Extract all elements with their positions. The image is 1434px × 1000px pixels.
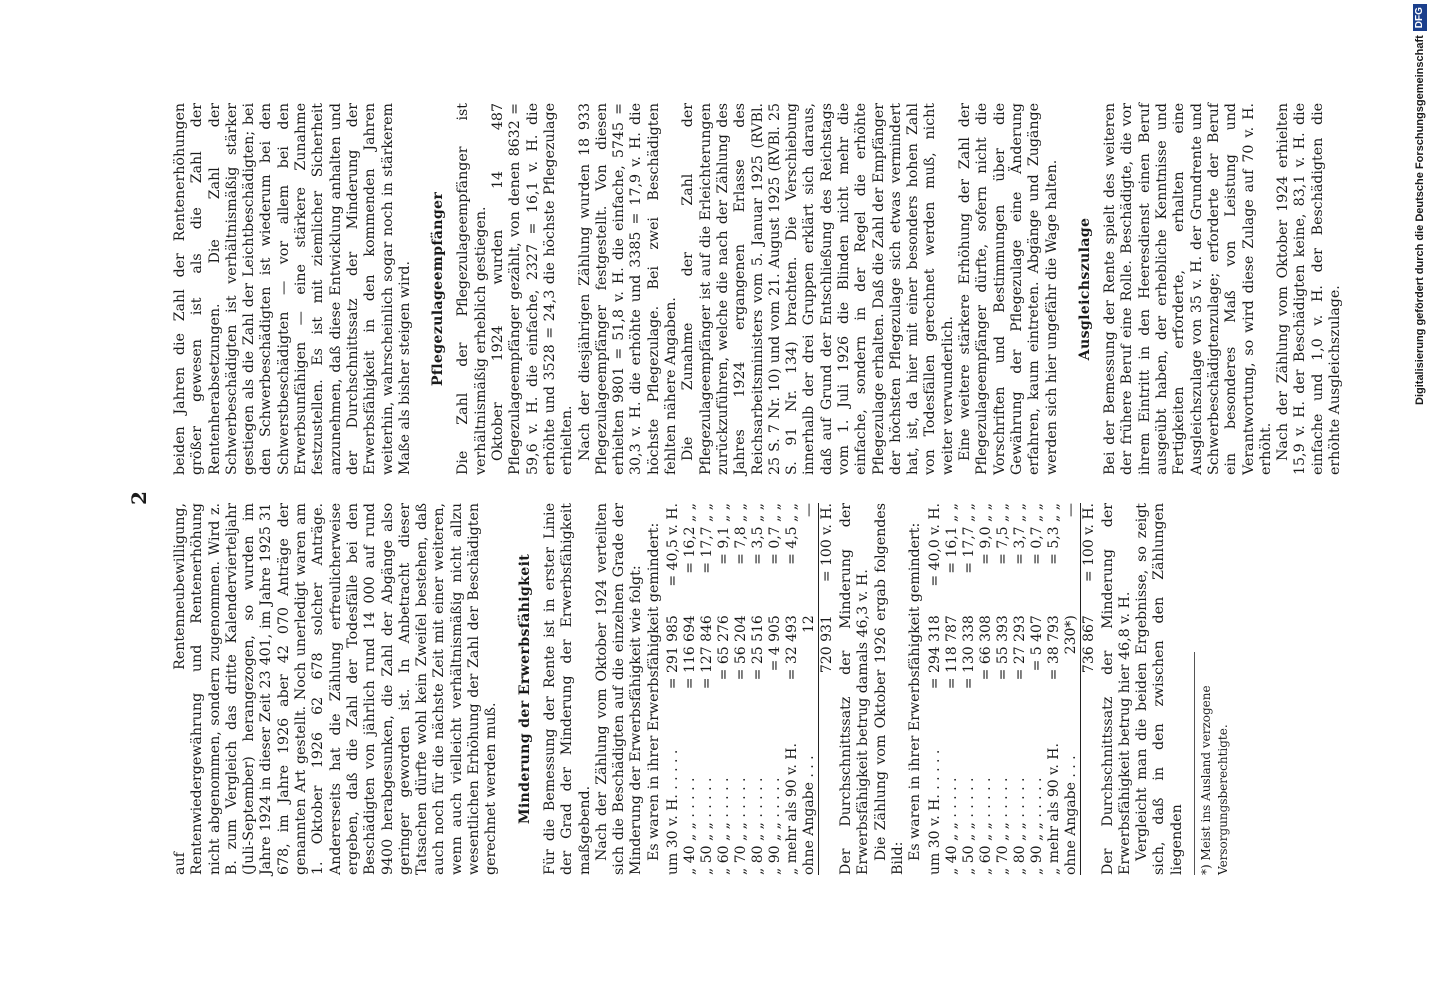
table-cell-label: ohne Angabe . . . [1062,755,1079,875]
credit-text: Digitalisierung gefördert durch die Deutsche Forschungsgemeinschaft [1414,35,1426,405]
table-cell-label: „ 40 „ „ . . . . . [682,777,699,875]
table-cell-label: „ mehr als 90 v. H. [784,743,801,875]
table-cell-value: = 130 338 [960,615,977,690]
paragraph: Vergleicht man die beiden Ergebnisse, so zeigt sich, daß in den zwischen den Zählungen liegenden [1134,503,1185,875]
table-cell-pct: = 9,1 „ „ [716,503,733,565]
table-row [682,503,699,875]
table-cell-pct: = 7,5 „ „ [994,503,1011,565]
table-row [801,503,819,875]
table-row [750,503,767,875]
table-row [961,503,978,875]
paragraph: Nach der Zählung vom Oktober 1924 verteilten sich die Beschädigten auf die einzelnen Grade der Minderung der Erwerbsfähigkeit wie folgt: [593,503,645,875]
table-cell-label: „ 40 „ „ . . . . . [943,777,960,875]
table-cell-pct: = 9,0 „ „ [977,503,994,565]
paragraph: beiden Jahren die Zahl der Rentenerhöhungen größer gewesen ist als die Zahl der Rentenherabsetzungen. Die Zahl der Schwerbeschädigten ist verhältnismäßig stärker gestiegen als die Zahl der Leichtbeschädigten; bei den Schwerbeschädigten ist wiederum bei den Schwerstbeschädigten — vor allem bei den Erwerbsunfähigen — eine stärkere Zunahme festzustellen. Es ist mit ziemlicher Sicherheit anzunehmen, daß diese Entwicklung anhalten und der Durchschnittssatz der Minderung der Erwerbsfähigkeit in den kommenden Jahren weiterhin, wahrscheinlich sogar noch in stärkerem Maße als bisher steigen wird. [172,103,413,475]
table-cell-pct: — [1062,503,1079,517]
table-cell-label: „ 60 „ „ . . . . . [977,777,994,875]
table-cell-label: „ 50 „ „ . . . . . [699,777,716,875]
table-row [767,503,784,875]
table-cell-value: = 118 787 [943,615,960,690]
paragraph: Eine weitere stärkere Erhöhung der Zahl der Pflegezulageempfänger dürfte, sofern nicht die Vorschriften und Bestimmungen über die Gewährung der Pflegezulage eine Änderung erfahren, kaum eintreten. Abgänge und Zugänge werden sich hier ungefähr die Wage halten. [957,103,1060,475]
table-cell-label: um 30 v. H. . . . . . [926,749,943,875]
table-cell-pct: = 16,1 „ „ [943,503,960,574]
table-cell-pct: = 5,3 „ „ [1045,503,1062,565]
table-cell-pct: = 0,7 „ „ [1028,503,1045,565]
table-cell-value: = 56 204 [733,615,750,681]
table-row [665,503,682,875]
table-cell-label: „ 70 „ „ . . . . . [733,777,750,875]
paragraph: Die Zählung vom Oktober 1926 ergab folgendes Bild: [872,503,906,875]
paragraph: Der Durchschnittssatz der Minderung der Erwerbsfähigkeit betrug hier 46,8 v. H. [1099,503,1133,875]
table-row [995,503,1012,875]
dfg-logo: DFG [1413,4,1427,31]
table-row [699,503,716,875]
table-cell-label: ohne Angabe . . . [801,755,818,875]
table-cell-value: = 32 493 [784,615,801,681]
paragraph: Für die Bemessung der Rente ist in erster Linie der Grad der Minderung der Erwerbsfähigkeit maßgebend. [541,503,593,875]
table-cell-label: um 30 v. H. . . . . . [665,749,682,875]
table-cell-pct: = 3,7 „ „ [1011,503,1028,565]
footnote: *) Meist ins Ausland verzogene Versorgungsberechtigte. [1194,652,1233,875]
table-lead: Es waren in ihrer Erwerbsfähigkeit gemindert: [907,522,924,861]
table-cell-label: „ 80 „ „ . . . . . [750,777,767,875]
rotated-page-content [127,85,1343,885]
section-heading: Ausgleichszulage [1076,217,1093,361]
table-cell-value: = 25 516 [750,615,767,681]
paragraph: auf Rentenneubewilligung, Rentenwiedergewährung und Rentenerhöhung nicht abgenommen, sondern zugenommen. Wird z. B. zum Vergleich das dritte Kalendervierteljahr (Juli-September) herangezogen, so wurden im Jahre 1924 in dieser Zeit 23 401, im Jahre 1925 31 678, im Jahre 1926 aber 42 070 Anträge der genannten Art gestellt. Noch unerledigt waren am 1. Oktober 1926 62 678 solcher Anträge. Andererseits hat die Zählung erfreulicherweise ergeben, daß die Zahl der Todesfälle bei den Beschädigten von jährlich rund 14 000 auf rund 9400 herabgesunken, die Zahl der Abgänge also geringer geworden ist. In Anbetracht dieser Tatsachen dürfte wohl kein Zweifel bestehen, daß auch noch für die nächste Zeit mit einer weiteren, wenn auch vielleicht verhältnismäßig nicht allzu wesentlichen Erhöhung der Zahl der Beschädigten gerechnet werden muß. [172,503,500,875]
table-cell-pct: — [801,503,818,517]
right-column [172,103,1344,475]
table-cell-pct: = 40,5 v. H. [665,503,682,587]
section-heading: Minderung der Erwerbsfähigkeit [516,553,533,825]
table-cell-value: 230*) [1062,615,1079,655]
table-row [784,503,801,875]
table-cell-value: = 291 985 [665,615,682,690]
table-cell-value: 12 [801,615,818,633]
table-row [733,503,750,875]
stats-table-1926 [927,503,1098,875]
table-cell-label: „ 90 „ „ . . . . . [1028,777,1045,875]
table-cell-pct: = 17,7 „ „ [960,503,977,574]
left-column [172,503,1233,875]
digitization-credit [1408,7,1432,405]
table-cell-value: = 27 293 [1011,615,1028,681]
table-cell-value: = 294 318 [926,615,943,690]
table-row [716,503,733,875]
table-row [944,503,961,875]
table-cell-pct: = 4,5 „ „ [784,503,801,565]
table-cell-value: = 65 276 [716,615,733,681]
table-total-row: 720 931 = 100 v. H. [819,503,837,875]
table-cell-label: „ 50 „ „ . . . . . [960,777,977,875]
paragraph: Der Durchschnittssatz der Minderung der Erwerbsfähigkeit betrug damals 46,3 v. H. [838,503,872,875]
table-cell-value: = 116 694 [682,615,699,690]
paragraph: Nach der diesjährigen Zählung wurden 18 933 Pflegezulageempfänger festgestellt. Von diesen erhielten 9801 = 51,8 v. H. die einfache, 5745 = 30,3 v. H. die erhöhte und 3385 = 17,9 v. H. die höchste Pflegezulage. Bei zwei Beschädigten fehlten nähere Angaben. [576,103,680,475]
table-lead: Es waren in ihrer Erwerbsfähigkeit gemindert: [645,522,662,861]
paragraph: Nach der Zählung vom Oktober 1924 erhielten 15,9 v. H. der Beschädigten keine, 83,1 v. H. die einfache und 1,0 v. H. der Beschädigten die erhöhte Ausgleichszulage. [1275,103,1343,475]
table-cell-pct: = 0,7 „ „ [767,503,784,565]
paragraph: Die Zunahme der Zahl der Pflegezulageempfänger ist auf die Erleichterungen zurückzuführen, welche die nach der Zählung des Jahres 1924 ergangenen Erlasse des Reichsarbeitsministers vom 5. Januar 1925 (RVBl. 25 S. 7 Nr. 10) und vom 21. August 1925 (RVBl. 25 S. 91 Nr. 134) brachten. Die Verschiebung innerhalb der drei Gruppen erklärt sich daraus, daß auf Grund der Entschließung des Reichstags vom 1. Juli 1926 die Blinden nicht mehr die einfache, sondern in der Regel die erhöhte Pflegezulage erhalten. Daß die Zahl der Empfänger der höchsten Pflegezulage sich etwas vermindert hat, ist, da hier mit einer besonders hohen Zahl von Todesfällen gerechnet werden muß, nicht weiter verwunderlich. [680,103,956,475]
table-cell-pct: = 17,7 „ „ [699,503,716,574]
table-cell-label: „ 70 „ „ . . . . . [994,777,1011,875]
table-row [927,503,944,875]
table-cell-pct: = 40,0 v. H. [926,503,943,587]
table-cell-pct: = 7,8 „ „ [733,503,750,565]
table-row [1029,503,1046,875]
table-row [1046,503,1063,875]
table-cell-value: = 55 393 [994,615,1011,681]
table-row [1012,503,1029,875]
table-cell-value: = 5 407 [1028,615,1045,672]
table-row [978,503,995,875]
page-number: 2 [127,491,151,505]
table-cell-value: = 38 793 [1045,615,1062,681]
paragraph: Die Zahl der Pflegezulageempfänger ist verhältnismäßig erheblich gestiegen. [455,103,489,475]
paragraph: Oktober 1924 wurden 14 487 Pflegezulageempfänger gezählt, von denen 8632 = 59,6 v. H. die einfache, 2327 = 16,1 v. H. die erhöhte und 3528 = 24,3 die höchste Pflegezulage erhielten. [490,103,576,475]
table-cell-label: „ mehr als 90 v. H. [1045,743,1062,875]
table-cell-label: „ 80 „ „ . . . . . [1011,777,1028,875]
section-heading: Pflegezulageempfänger [430,191,447,387]
table-cell-value: = 127 846 [699,615,716,690]
table-cell-pct: = 3,5 „ „ [750,503,767,565]
table-cell-value: = 4 905 [767,615,784,672]
table-row [1063,503,1081,875]
table-cell-label: „ 90 „ „ . . . . . [767,777,784,875]
table-cell-pct: = 16,2 „ „ [682,503,699,574]
paragraph: Bei der Bemessung der Rente spielt des weiteren der frühere Beruf eine Rolle. Beschädigte, die vor ihrem Eintritt in den Heeresdienst einen Beruf ausgeübt haben, der erhebliche Kenntnisse und Fertigkeiten erforderte, erhalten eine Ausgleichszulage von 35 v. H. der Grundrente und Schwerbeschädigtenzulage; erforderte der Beruf ein besonderes Maß von Leistung und Verantwortung, so wird diese Zulage auf 70 v. H. erhöht. [1102,103,1274,475]
stats-table-1924 [665,503,836,875]
table-total-row: 736 867 = 100 v. H. [1080,503,1098,875]
table-cell-label: „ 60 „ „ . . . . . [716,777,733,875]
table-cell-value: = 66 308 [977,615,994,681]
